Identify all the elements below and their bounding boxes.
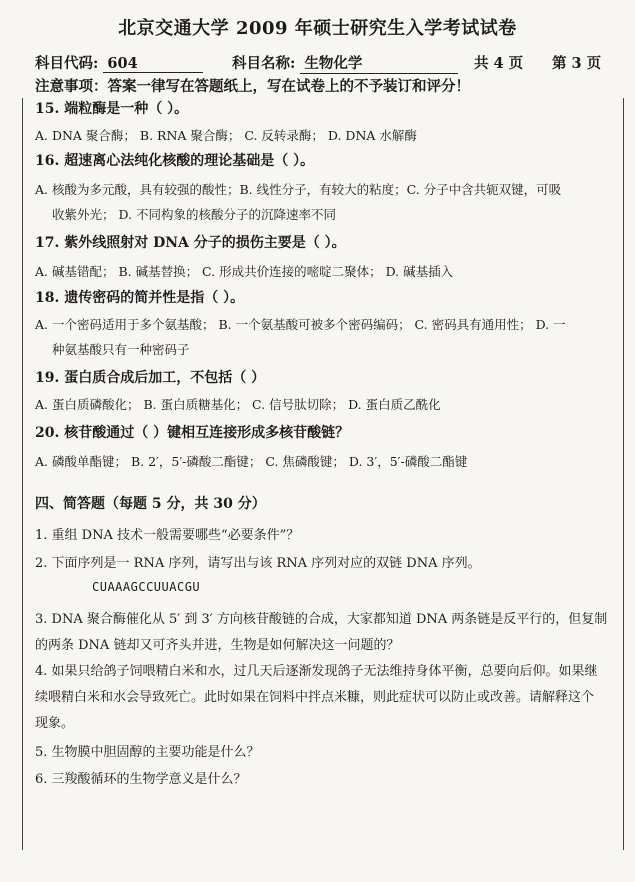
list-item: 4. 如果只给鸽子饲喂精白米和水，过几天后逐渐发现鸽子无法维持身体平衡，总要向后仰。如果继 <box>35 664 598 679</box>
question-options: A. 磷酸单酯键； B. 2′，5′-磷酸二酯键； C. 焦磷酸键； D. 3′，5′-磷酸二酯键 <box>35 454 468 469</box>
list-item: 的两条 DNA 链却又可齐头并进，生物是如何解决这一问题的？ <box>35 638 400 653</box>
question-stem: 19. 蛋白质合成后加工，不包括（ ） <box>35 370 266 386</box>
list-item: 2. 下面序列是一 RNA 序列，请写出与该 RNA 序列对应的双链 DNA 序列。 <box>35 556 481 571</box>
question-options: A. 碱基错配； B. 碱基替换； C. 形成共价连接的嘧啶二聚体； D. 碱基插入 <box>35 264 454 279</box>
page-number: 第 3 页 <box>552 55 602 72</box>
exam-title: 北京交通大学 2009 年硕士研究生入学考试试卷 <box>118 18 517 39</box>
list-item: 3. DNA 聚合酶催化从 5′ 到 3′ 方向核苷酸链的合成，大家都知道 DNA 两条链是反平行的，但复制 <box>35 612 608 627</box>
list-item: 续喂精白米和水会导致死亡。此时如果在饲料中拌点米糠，则此症状可以防止或改善。请解释这个 <box>35 690 595 705</box>
question-stem: 20. 核苷酸通过（ ）键相互连接形成多核苷酸链？ <box>35 425 350 441</box>
subject-code-label: 科目代码: <box>35 55 99 72</box>
question-options: A. 蛋白质磷酸化； B. 蛋白质糖基化； C. 信号肽切除； D. 蛋白质乙酰化 <box>35 397 441 412</box>
subject-name-value: 生物化学 <box>300 52 458 74</box>
section-heading: 四、简答题（每题 5 分，共 30 分） <box>35 496 266 512</box>
question-stem: 17. 紫外线照射对 DNA 分子的损伤主要是（ ）。 <box>35 235 346 251</box>
list-item: 5. 生物膜中胆固醇的主要功能是什么？ <box>35 745 260 760</box>
subject-code-value: 604 <box>103 55 203 73</box>
question-options: 种氨基酸只有一种密码子 <box>52 342 190 357</box>
list-item: 1. 重组 DNA 技术一般需要哪些“必要条件”？ <box>35 528 300 543</box>
subject-name-label: 科目名称: <box>232 55 296 72</box>
question-options: A. DNA 聚合酶； B. RNA 聚合酶； C. 反转录酶； D. DNA 水解酶 <box>35 128 417 143</box>
question-options: 收紫外光； D. 不同构象的核酸分子的沉降速率不同 <box>52 207 336 222</box>
list-item: 6. 三羧酸循环的生物学意义是什么？ <box>35 772 247 787</box>
list-item: 现象。 <box>35 716 75 731</box>
question-stem: 16. 超速离心法纯化核酸的理论基础是（ ）。 <box>35 153 315 169</box>
question-stem: 15. 端粒酶是一种（ ）。 <box>35 101 189 117</box>
page-count: 共 4 页 <box>474 55 524 72</box>
subject-name <box>232 52 458 74</box>
exam-notice: 注意事项：答案一律写在答题纸上，写在试卷上的不予装订和评分！ <box>35 78 470 95</box>
subject-code <box>35 52 203 73</box>
question-options: A. 核酸为多元酸，具有较强的酸性；B. 线性分子，有较大的粘度；C. 分子中含共轭双键，可吸 <box>35 182 562 197</box>
rna-sequence: CUAAAGCCUUACGU <box>92 580 201 594</box>
question-options: A. 一个密码适用于多个氨基酸； B. 一个氨基酸可被多个密码编码； C. 密码具有通用性； D. 一 <box>35 317 566 332</box>
question-stem: 18. 遗传密码的简并性是指（ ）。 <box>35 290 245 306</box>
